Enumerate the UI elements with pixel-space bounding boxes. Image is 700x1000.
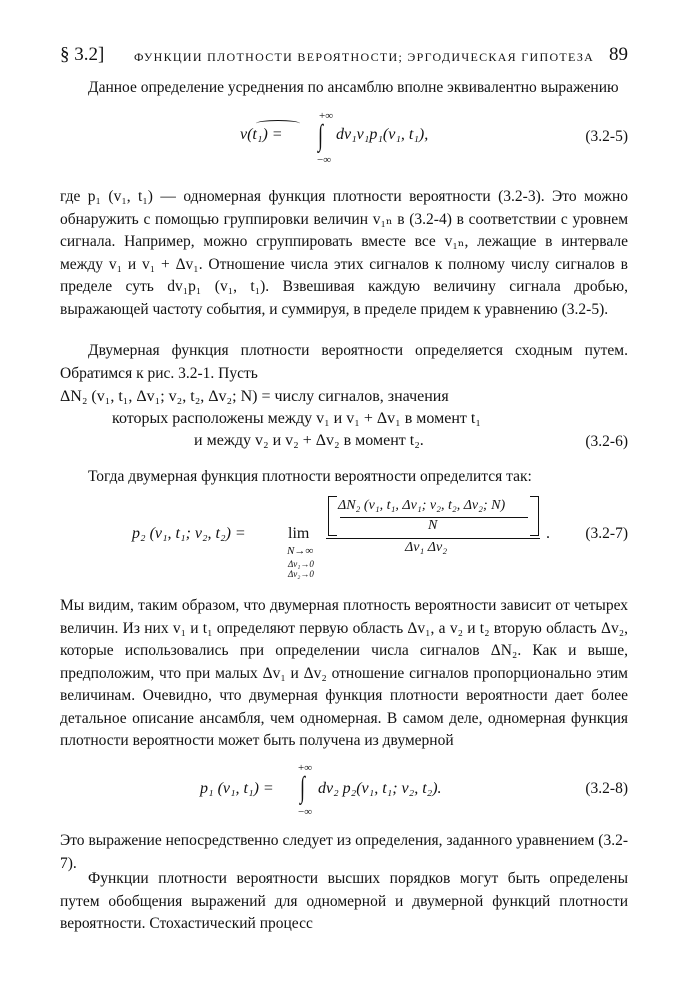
right-bracket [530, 496, 539, 536]
eq-lhs: p₁ (v₁, t₁) = [200, 780, 274, 797]
paragraph-7: Функции плотности вероятности высших порядков могут быть определены путем обобщения выражений для одномерной и двумерной функций плотности вероятности. Стохастический процесс [60, 870, 628, 932]
equation-number: (3.2-5) [585, 128, 628, 145]
eq-line-1: ΔN₂ (v₁, t₁, Δv₁; v₂, t₂, Δv₂; N) = числу сигналов, значения [60, 388, 449, 405]
integrand: dv₂ p₂(v₁, t₁; v₂, t₂). [318, 780, 442, 797]
integral-sign: ∫ [318, 119, 323, 152]
outer-fraction-line [326, 538, 540, 539]
integral-upper-limit: +∞ [319, 110, 334, 122]
eq-lhs: p₂ (v₁, t₁; v₂, t₂) = [132, 525, 246, 542]
eq-lhs: v(t₁) = [240, 126, 283, 143]
paragraph-4: Тогда двумерная функция плотности вероятности определится так: [88, 468, 532, 485]
limit-sub-n: N→∞ [287, 545, 314, 557]
equation-3-2-5 [60, 110, 628, 170]
page-number: 89 [609, 44, 628, 65]
integral-upper-limit: +∞ [298, 762, 313, 774]
inner-numerator: ΔN₂ (v₁, t₁, Δv₁; v₂, t₂, Δv₂; N) [338, 498, 506, 513]
equation-3-2-6 [60, 388, 628, 460]
paragraph-1: Данное определение усреднения по ансамблю вполне эквивалентно выражению [88, 79, 619, 96]
eq-period: . [546, 525, 550, 542]
equation-3-2-7 [60, 494, 628, 580]
paragraph-5: Мы видим, таким образом, что двумерная плотность вероятности зависит от четырех величин. Из них v₁ и t₁ определяют первую область Δv₁, а v₂ и t₂ вторую область Δv₂, которые использовались при определении числа сигналов ΔN₂. Как и выше, предположим, что при малых Δv₁ и Δv₂ отношение сигналов пропорционально этим величинам. Очевидно, что двумерная функция плотности вероятности дает более детальное описание ансамбля, чем одномерная. В самом деле, одномерная функция плотности вероятности может быть получена из двумерной [60, 597, 628, 749]
paragraph-3: Двумерная функция плотности вероятности определяется сходным путем. Обратимся к рис. 3.2-1. Пусть [60, 342, 628, 382]
eq-line-3: и между v₂ и v₂ + Δv₂ в момент t₂. [194, 432, 424, 449]
section-number: § 3.2] [60, 44, 105, 65]
left-bracket [328, 496, 337, 536]
paragraph-2: где p₁ (v₁, t₁) — одномерная функция плотности вероятности (3.2-3). Это можно обнаружить с помощью группировки величин v₁ₙ в (3.2-4) в соответствии с уровнем сигнала. Например, можно сгруппировать вместе все v₁ₙ, лежащие в интервале между v₁ и v₁ + Δv₁. Отношение числа этих сигналов к полному числу сигналов в пределе суть dv₁p₁ (v₁, t₁). Взвешивая каждую величину сигнала дробью, выражающей частоту события, и суммируя, в пределе придем к уравнению (3.2-5). [60, 188, 628, 318]
integrand: dv₁v₁p₁(v₁, t₁), [336, 126, 429, 143]
equation-number: (3.2-6) [585, 433, 628, 450]
equation-3-2-8 [60, 760, 628, 822]
limit-sub-dv2: Δv₂→0 [288, 569, 314, 579]
integral-sign: ∫ [300, 771, 305, 804]
equation-number: (3.2-8) [585, 780, 628, 797]
inner-denominator: N [428, 518, 438, 533]
integral-lower-limit: −∞ [298, 806, 313, 818]
running-head-title: ФУНКЦИИ ПЛОТНОСТИ ВЕРОЯТНОСТИ; ЭРГОДИЧЕСКАЯ ГИПОТЕЗА [134, 50, 595, 64]
limit-sub-dv1: Δv₁→0 [288, 559, 314, 569]
equation-number: (3.2-7) [585, 525, 628, 542]
eq-line-2: которых расположены между v₁ и v₁ + Δv₁ в момент t₁ [112, 410, 481, 427]
running-head [60, 44, 628, 68]
integral-lower-limit: −∞ [317, 154, 332, 166]
limit-label: lim [288, 525, 310, 542]
outer-denominator: Δv₁ Δv₂ [405, 540, 448, 555]
paragraph-6: Это выражение непосредственно следует из определения, заданного уравнением (3.2-7). [60, 832, 628, 872]
